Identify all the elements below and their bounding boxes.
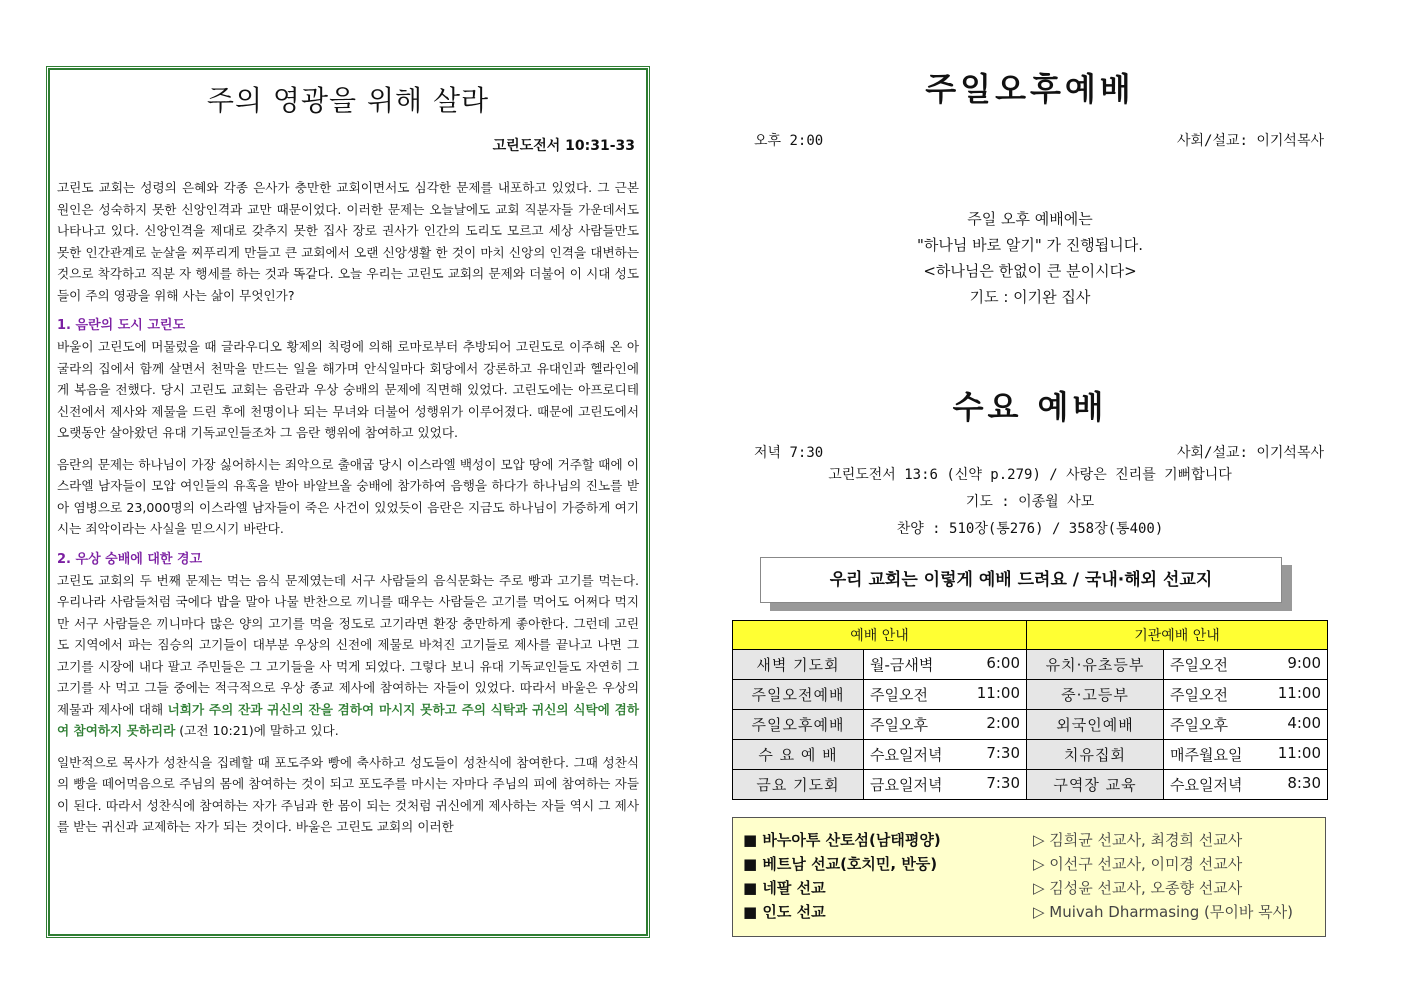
service-day: 주일오후 <box>870 716 928 734</box>
mission-missionaries: ▷ 김성윤 선교사, 오종향 선교사 <box>1033 879 1243 897</box>
service-time: 2:00 <box>986 714 1020 732</box>
mission-item <box>743 900 1315 924</box>
service-time-cell <box>864 740 1027 770</box>
service-name: 주일오전예배 <box>733 680 864 710</box>
schedule-banner: 우리 교회는 이렇게 예배 드려요 / 국내·해외 선교지 <box>760 557 1282 603</box>
table-row <box>733 680 1328 710</box>
sunday-pm-time: 오후 2:00 <box>754 133 824 149</box>
section-2-paragraph-2: 일반적으로 목사가 성찬식을 집례할 때 포도주와 빵에 축사하고 성도들이 성찬식에 참여한다. 그때 성찬식의 빵을 떼어먹음으로 주님의 몸에 참여하는 것이 되고 포도주를 마시는 자마다 주님의 피에 참여하는 자들이 된다. 따라서 성찬식에 참여하는 자가 주님과 한 몸이 되는 것처럼 귀신에게 제사하는 자들 역시 그 제사를 받는 귀신과 교제하는 자가 되는 것이다. 바울은 고린도 교회의 이러한 <box>57 754 639 834</box>
service-time-cell <box>864 710 1027 740</box>
section-1-paragraph-2: 음란의 문제는 하나님이 가장 싫어하시는 죄악으로 출애굽 당시 이스라엘 백성이 모압 땅에 거주할 때에 이스라엘 남자들이 모압 여인들의 유혹을 받아 바알브올 숭배에 참가하여 음행을 하다가 하나님의 진노를 받아 염병으로 23,000명의 이스라엘 남자들이 죽은 사건이 있었듯이 음란은 지금도 하나님이 가증하게 여기시는 죄악이라는 사실을 믿으시기 바란다. <box>57 456 639 536</box>
schedule-head-left: 예배 안내 <box>733 621 1027 650</box>
dept-day: 매주월요일 <box>1170 746 1243 764</box>
service-day: 월-금새벽 <box>870 656 934 674</box>
wednesday-line-3: 찬양 : 510장(통276) / 358장(통400) <box>896 521 1164 537</box>
service-name: 주일오후예배 <box>733 710 864 740</box>
dept-name: 중·고등부 <box>1027 680 1164 710</box>
dept-time-cell <box>1164 770 1328 800</box>
service-day: 주일오전 <box>870 686 928 704</box>
wednesday-details <box>730 462 1330 543</box>
wednesday-leader: 사회/설교: 이기석목사 <box>1176 445 1324 461</box>
table-row <box>733 710 1328 740</box>
dept-time: 11:00 <box>1277 684 1321 702</box>
sunday-pm-title: 주일오후예배 <box>925 70 1135 108</box>
section-1-title: 1. 음란의 도시 고린도 <box>57 318 186 333</box>
mission-name: ■ 바누아투 산토섬(남태평양) <box>743 831 941 849</box>
service-name: 수 요 예 배 <box>733 740 864 770</box>
wednesday-line-2: 기도 : 이종월 사모 <box>965 494 1095 510</box>
dept-day: 수요일저녁 <box>1170 776 1243 794</box>
dept-name: 치유집회 <box>1027 740 1164 770</box>
worship-panel <box>730 60 1330 921</box>
sunday-pm-info <box>730 130 1330 150</box>
schedule-table <box>732 620 1328 800</box>
wednesday-info <box>730 442 1330 462</box>
dept-time-cell <box>1164 680 1328 710</box>
dept-time-cell <box>1164 740 1328 770</box>
dept-time: 9:00 <box>1287 654 1321 672</box>
sermon-title: 주의 영광을 위해 살라 <box>206 84 490 117</box>
dept-time: 11:00 <box>1277 744 1321 762</box>
mission-item <box>743 876 1315 900</box>
mission-missionaries: ▷ Muivah Dharmasing (무이바 목사) <box>1033 903 1293 921</box>
section-2-paragraph-1 <box>57 570 639 742</box>
notice-line-1: 주일 오후 예배에는 <box>967 210 1093 228</box>
sunday-pm-leader: 사회/설교: 이기석목사 <box>1176 133 1324 149</box>
scripture-quote: 너희가 주의 잔과 귀신의 잔을 겸하여 마시지 못하고 주의 식탁과 귀신의 식탁에 겸하여 참여하지 못하리라 <box>57 701 639 738</box>
service-day: 수요일저녁 <box>870 746 943 764</box>
mission-item <box>743 828 1315 852</box>
dept-day: 주일오전 <box>1170 686 1228 704</box>
missions-box <box>732 817 1326 937</box>
service-time: 11:00 <box>976 684 1020 702</box>
mission-missionaries: ▷ 김희균 선교사, 최경희 선교사 <box>1033 831 1243 849</box>
dept-name: 외국인예배 <box>1027 710 1164 740</box>
dept-time-cell <box>1164 710 1328 740</box>
dept-time: 4:00 <box>1287 714 1321 732</box>
schedule-head-right: 기관예배 안내 <box>1027 621 1328 650</box>
wednesday-time: 저녁 7:30 <box>754 445 824 461</box>
dept-day: 주일오후 <box>1170 716 1228 734</box>
mission-name: ■ 베트남 선교(호치민, 반둥) <box>743 855 938 873</box>
service-name: 금요 기도회 <box>733 770 864 800</box>
service-name: 새벽 기도회 <box>733 650 864 680</box>
mission-name: ■ 인도 선교 <box>743 903 826 921</box>
intro-paragraph: 고린도 교회는 성령의 은혜와 각종 은사가 충만한 교회이면서도 심각한 문제를 내포하고 있었다. 그 근본 원인은 성숙하지 못한 신앙인격과 교만 때문이었다. 이러한 문제는 오늘날에도 교회 직분자들 가운데서도 나타나고 있다. 신앙인격을 제대로 갖추지 못한 집사 장로 권사가 인간의 도리도 모르고 세상 사람들만도 못한 인간관계로 눈살을 찌푸리게 만들고 큰 교회에서 오랜 신앙생활 한 것이 마치 신앙의 인격을 대변하는 것으로 착각하고 직분 자 행세를 하는 것과 똑같다. 오늘 우리는 고린도 교회의 문제와 더불어 이 시대 성도들이 주의 영광을 위해 사는 삶이 무엇인가? <box>57 180 639 303</box>
mission-missionaries: ▷ 이선구 선교사, 이미경 선교사 <box>1033 855 1243 873</box>
service-time: 7:30 <box>986 774 1020 792</box>
service-time: 7:30 <box>986 744 1020 762</box>
scripture-reference: 고린도전서 10:31-33 <box>492 138 635 154</box>
section-2-title: 2. 우상 숭배에 대한 경고 <box>57 551 203 567</box>
notice-line-4: 기도 : 이기완 집사 <box>969 288 1091 306</box>
wednesday-line-1: 고린도전서 13:6 (신약 p.279) / 사랑은 진리를 기뻐합니다 <box>828 467 1232 483</box>
service-time-cell <box>864 680 1027 710</box>
notice-line-2: "하나님 바로 알기" 가 진행됩니다. <box>916 236 1143 254</box>
notice-line-3: <하나님은 한없이 큰 분이시다> <box>923 262 1137 280</box>
service-time-cell <box>864 650 1027 680</box>
service-day: 금요일저녁 <box>870 776 943 794</box>
dept-time: 8:30 <box>1287 774 1321 792</box>
section-2-text-a: 고린도 교회의 두 번째 문제는 먹는 음식 문제였는데 서구 사람들의 음식문화는 주로 빵과 고기를 먹는다. 우리나라 사람들처럼 국에다 밥을 말아 나물 반찬으로 끼니를 때우는 사람들은 고기를 먹어도 어쩌다 먹지만 서구 사람들은 끼니마다 많은 양의 고기를 먹을 정도로 고기라면 환장 충만하게 좋아한다. 그런데 고린도 지역에서 파는 짐승의 고기들이 대부분 우상의 신전에 제물로 바쳐진 고기들로 제사를 끝나고 나면 그 고기를 시장에 내다 팔고 주민들은 그 고기들을 사 먹게 되었다. 그렇다 보니 유대 기독교인들도 자연히 그 고기를 사 먹고 그들 중에는 적극적으로 우상 종교 제사에 참여하는 자들이 있었다. 따라서 바울은 우상의 제물과 제사에 대해 <box>57 572 639 717</box>
sermon-panel <box>46 66 650 938</box>
table-row <box>733 650 1328 680</box>
table-row <box>733 770 1328 800</box>
wednesday-title: 수요 예배 <box>952 388 1108 426</box>
dept-name: 유치·유초등부 <box>1027 650 1164 680</box>
service-time-cell <box>864 770 1027 800</box>
dept-day: 주일오전 <box>1170 656 1228 674</box>
section-1-paragraph-1: 바울이 고린도에 머물렀을 때 글라우디오 황제의 칙령에 의해 로마로부터 추방되어 고린도로 이주해 온 아굴라의 집에서 함께 살면서 천막을 만드는 일을 해가며 안식일마다 회당에서 강론하고 유대인과 헬라인에게 복음을 전했다. 당시 고린도 교회는 음란과 우상 숭배의 문제에 직면해 있었다. 고린도에는 아프로디테 신전에서 제사와 제물을 드린 후에 천명이나 되는 무녀와 더불어 성행위가 이루어졌다. 때문에 고린도에서 오랫동안 살아왔던 유대 기독교인들조차 그 음란 행위에 참여하고 있었다. <box>57 339 639 440</box>
dept-time-cell <box>1164 650 1328 680</box>
table-row <box>733 740 1328 770</box>
service-time: 6:00 <box>986 654 1020 672</box>
mission-item <box>743 852 1315 876</box>
sunday-pm-notice <box>730 206 1330 310</box>
mission-name: ■ 네팔 선교 <box>743 879 826 897</box>
section-2-text-b: (고전 10:21)에 말하고 있다. <box>175 723 339 738</box>
dept-name: 구역장 교육 <box>1027 770 1164 800</box>
